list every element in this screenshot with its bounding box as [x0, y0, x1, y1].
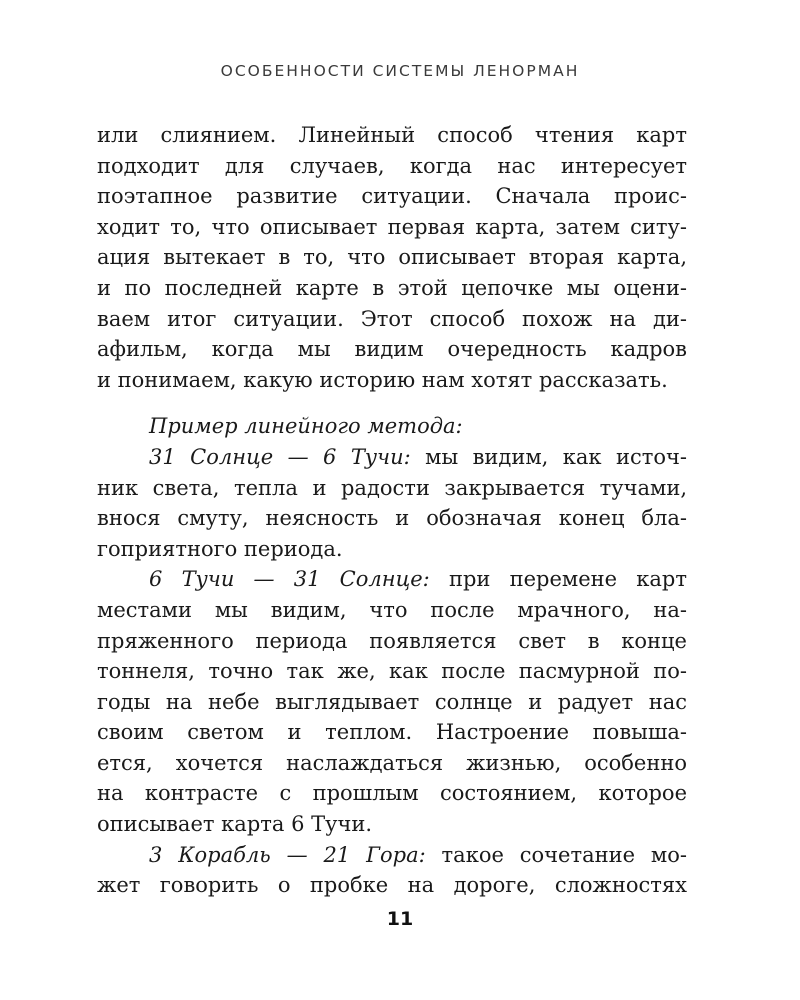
running-title: ОСОБЕННОСТИ СИСТЕМЫ ЛЕНОРМАН	[220, 62, 580, 80]
paragraph-linear-method	[97, 120, 687, 395]
text-line: на контрасте с прошлым состоянием, которое	[97, 781, 687, 806]
example-heading: Пример линейного метода:	[149, 414, 463, 439]
text-line: гоприятного периода.	[97, 536, 343, 561]
paragraph-gap	[97, 395, 687, 411]
text-line: внося смуту, неясность и обозначая конец бла-	[97, 506, 687, 531]
example-label: 6 Тучи — 31 Солнце:	[149, 567, 430, 592]
text-line: пряженного периода появляется свет в конце	[97, 628, 687, 653]
text-line: годы на небе выглядывает солнце и радует нас	[97, 689, 687, 714]
text-line: ходит то, что описывает первая карта, затем ситу-	[97, 214, 687, 239]
example-text: мы видим, как источ-	[410, 444, 687, 469]
text-line: ник света, тепла и радости закрывается тучами,	[97, 475, 687, 500]
example-sun-clouds	[97, 442, 687, 564]
text-line	[97, 442, 687, 473]
text-line: и понимаем, какую историю нам хотят рассказать.	[97, 367, 668, 392]
page-text	[97, 120, 687, 901]
text-line	[97, 840, 687, 871]
text-line: своим светом и теплом. Настроение повыша-	[97, 720, 687, 745]
text-line: ется, хочется наслаждаться жизнью, особенно	[97, 750, 687, 775]
text-line: подходит для случаев, когда нас интересует	[97, 153, 687, 178]
text-line: или слиянием. Линейный способ чтения карт	[97, 123, 687, 147]
example-text: такое сочетание мо-	[425, 842, 687, 867]
example-label: 31 Солнце — 6 Тучи:	[149, 444, 411, 469]
text-line	[97, 564, 687, 595]
example-clouds-sun	[97, 564, 687, 839]
page-number: 11	[386, 908, 414, 930]
example-ship-mountain	[97, 840, 687, 901]
text-line: афильм, когда мы видим очередность кадров	[97, 337, 687, 362]
text-line: местами мы видим, что после мрачного, на-	[97, 597, 687, 622]
text-line: описывает карта 6 Тучи.	[97, 812, 373, 837]
text-line: и по последней карте в этой цепочке мы оцени-	[97, 275, 687, 300]
text-line: ваем итог ситуации. Этот способ похож на ди-	[97, 306, 687, 331]
text-line: жет говорить о пробке на дороге, сложностях	[97, 873, 687, 898]
text-line: тоннеля, точно так же, как после пасмурной по-	[97, 659, 687, 684]
example-text: при перемене карт	[429, 567, 687, 592]
text-line: поэтапное развитие ситуации. Сначала проис-	[97, 184, 687, 209]
example-label: 3 Корабль — 21 Гора:	[149, 842, 426, 867]
text-line: ация вытекает в то, что описывает вторая карта,	[97, 245, 687, 270]
